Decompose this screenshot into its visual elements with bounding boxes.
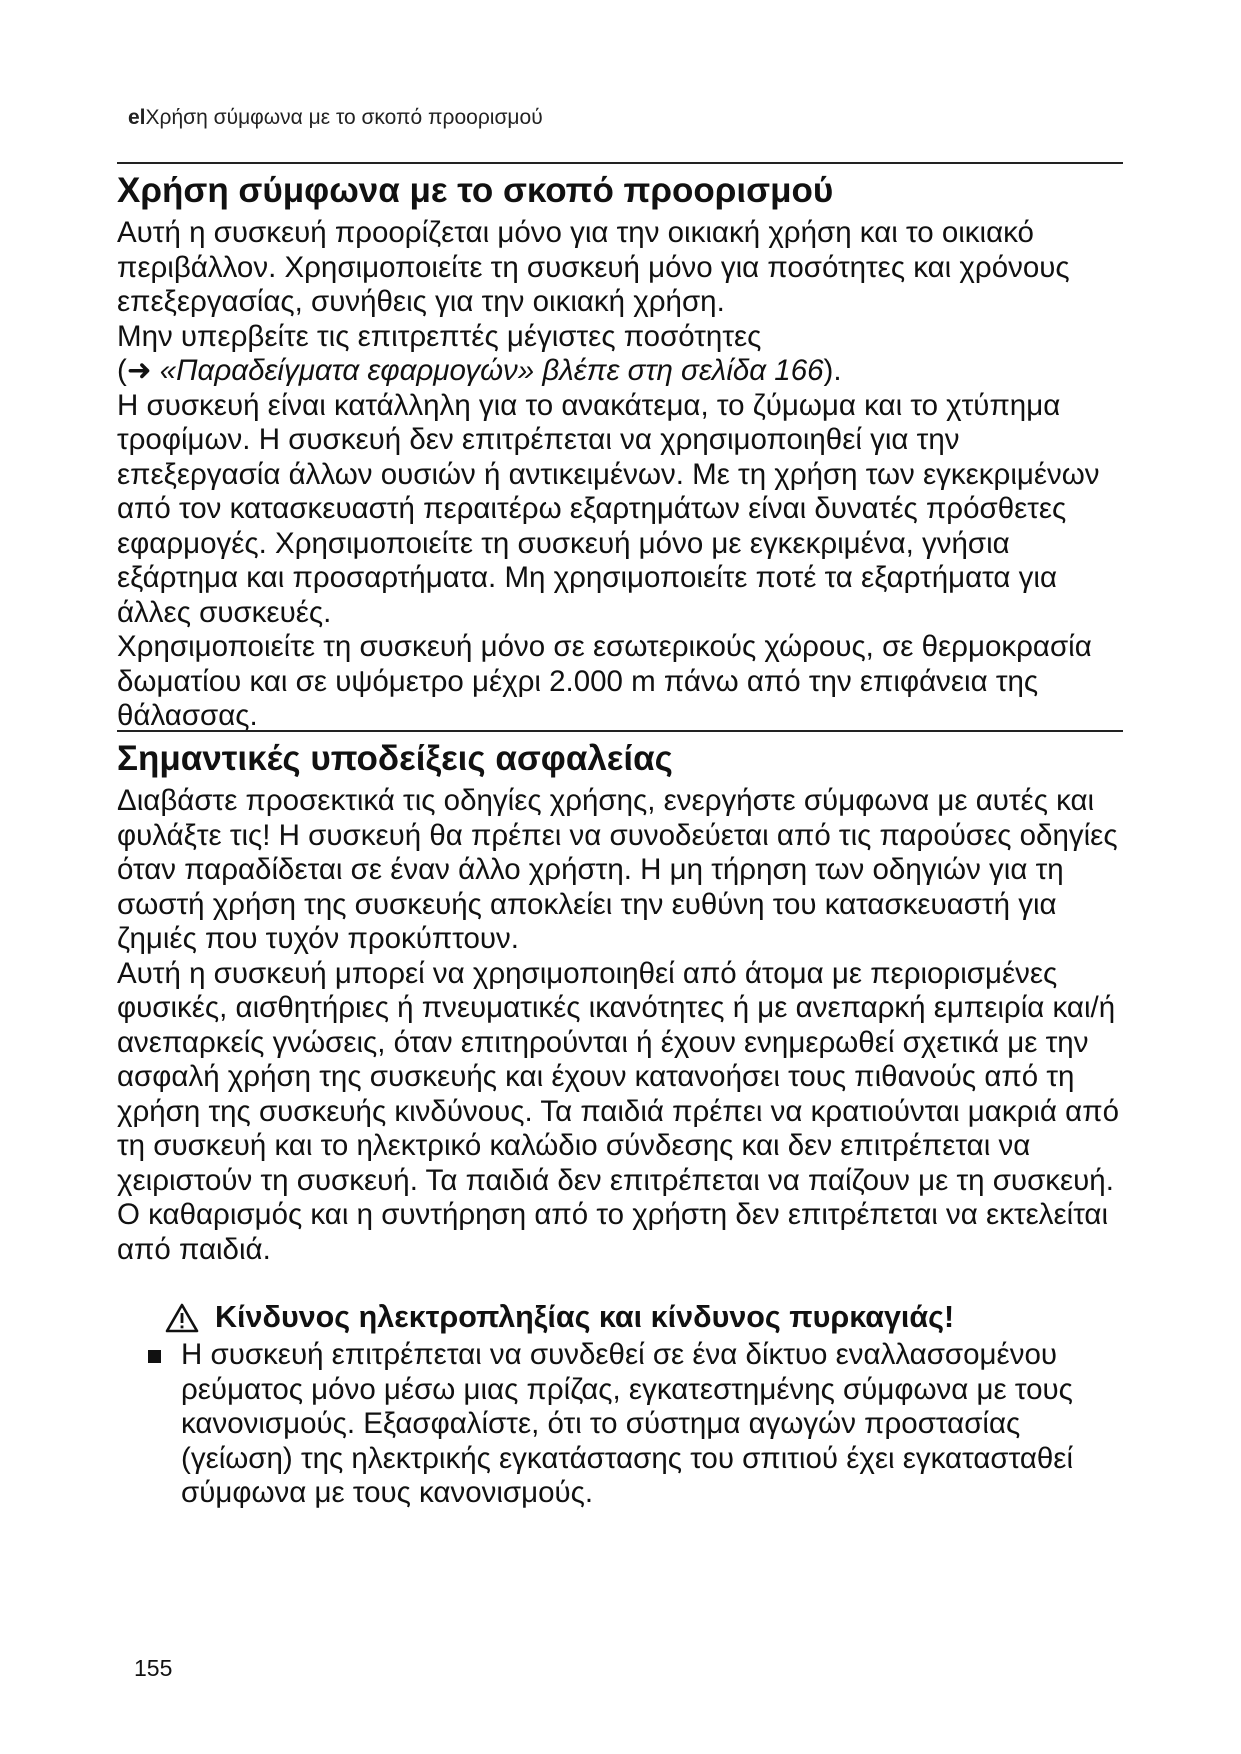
warning-heading bbox=[165, 1300, 954, 1335]
section-title-safety: Σημαντικές υποδείξεις ασφαλείας bbox=[117, 739, 673, 778]
arrow-right-icon: ➜ bbox=[126, 354, 152, 387]
section-title-intended-use: Χρήση σύμφωνα με το σκοπό προορισμού bbox=[117, 171, 834, 210]
section-body-intended-use bbox=[117, 216, 1127, 734]
bullet-square-icon bbox=[148, 1350, 161, 1363]
paragraph: Αυτή η συσκευή προορίζεται μόνο για την οικιακή χρήση και το οικιακό περιβάλλον. Χρησιμοποιείτε τη συσκευή μόνο για ποσότητες και χρόνους επεξεργασίας, συνήθεις για την οικιακή χρήση. bbox=[117, 216, 1070, 318]
paragraph: Αυτή η συσκευή μπορεί να χρησιμοποιηθεί από άτομα με περιορισμένες φυσικές, αισθητήριες ή πνευματικές ικανότητες ή με ανεπαρκή εμπειρία και/ή ανεπαρκείς γνώσεις, όταν επιτηρούνται ή έχουν ενημερωθεί σχετικά με την ασφαλή χρήση της συσκευής και έχουν κατανοήσει τους πιθανούς από τη χρήση της συσκευής κινδύνους. Τα παιδιά πρέπει να κρατιούνται μακριά από τη συσκευή και το ηλεκτρικό καλώδιο σύνδεσης και δεν επιτρέπεται να χειριστούν τη συσκευή. Τα παιδιά δεν επιτρέπεται να παίζουν με τη συσκευή. Ο καθαρισμός και η συντήρηση από το χρήστη δεν επιτρέπεται να εκτελείται από παιδιά. bbox=[117, 956, 1119, 1266]
bullet-text: Η συσκευή επιτρέπεται να συνδεθεί σε ένα δίκτυο εναλλασσομένου ρεύματος μόνο μέσω μιας πρίζας, εγκατεστημένης σύμφωνα με τους κανονισμούς. Εξασφαλίστε, ότι το σύστημα αγωγών προστασίας (γείωση) της ηλεκτρικής εγκατάστασης του σπιτιού έχει εγκατασταθεί σύμφωνα με τους κανονισμούς. bbox=[181, 1338, 1074, 1509]
warning-triangle-icon bbox=[165, 1303, 199, 1333]
page-number: 155 bbox=[134, 1655, 173, 1681]
paragraph: Η συσκευή είναι κατάλληλη για το ανακάτεμα, το ζύμωμα και το χτύπημα τροφίμων. Η συσκευή δεν επιτρέπεται να χρησιμοποιηθεί για την επεξεργασία άλλων ουσιών ή αντικειμένων. Με τη χρήση των εγκεκριμένων από τον κατασκευαστή περαιτέρω εξαρτημάτων είναι δυνατές πρόσθετες εφαρμογές. Χρησιμοποιείτε τη συσκευή μόνο με εγκεκριμένα, γνήσια εξάρτημα και προσαρτήματα. Μη χρησιμοποιείτε ποτέ τα εξαρτήματα για άλλες συσκευές. bbox=[117, 388, 1100, 629]
paragraph: Διαβάστε προσεκτικά τις οδηγίες χρήσης, ενεργήστε σύμφωνα με αυτές και φυλάξτε τις! Η συσκευή θα πρέπει να συνοδεύεται από τις παρούσες οδηγίες όταν παραδίδεται σε έναν άλλο χρήστη. Η μη τήρηση των οδηγιών για τη σωστή χρήση της συσκευής αποκλείει την ευθύνη του κατασκευαστή για ζημιές που τυχόν προκύπτουν. bbox=[117, 784, 1118, 955]
paragraph bbox=[117, 320, 1127, 389]
section-body-safety bbox=[117, 784, 1127, 1267]
running-header bbox=[128, 106, 543, 130]
warning-title: Κίνδυνος ηλεκτροπληξίας και κίνδυνος πυρκαγιάς! bbox=[215, 1300, 955, 1334]
running-title: Χρήση σύμφωνα με το σκοπό προορισμού bbox=[145, 106, 543, 129]
cross-reference: (➜ «Παραδείγματα εφαρμογών» βλέπε στη σελίδα 166). bbox=[117, 354, 842, 387]
paragraph-text: Μην υπερβείτε τις επιτρεπτές μέγιστες ποσότητες bbox=[117, 319, 762, 353]
section-divider bbox=[117, 162, 1123, 164]
section-divider bbox=[117, 730, 1123, 732]
cross-reference-link[interactable]: «Παραδείγματα εφαρμογών» βλέπε στη σελίδα 166 bbox=[159, 354, 824, 387]
warning-bullet bbox=[148, 1338, 1108, 1511]
paragraph: Χρησιμοποιείτε τη συσκευή μόνο σε εσωτερικούς χώρους, σε θερμοκρασία δωματίου και σε υψόμετρο μέχρι 2.000 m πάνω από την επιφάνεια της θάλασσας. bbox=[117, 630, 1092, 732]
language-code: el bbox=[128, 106, 146, 129]
